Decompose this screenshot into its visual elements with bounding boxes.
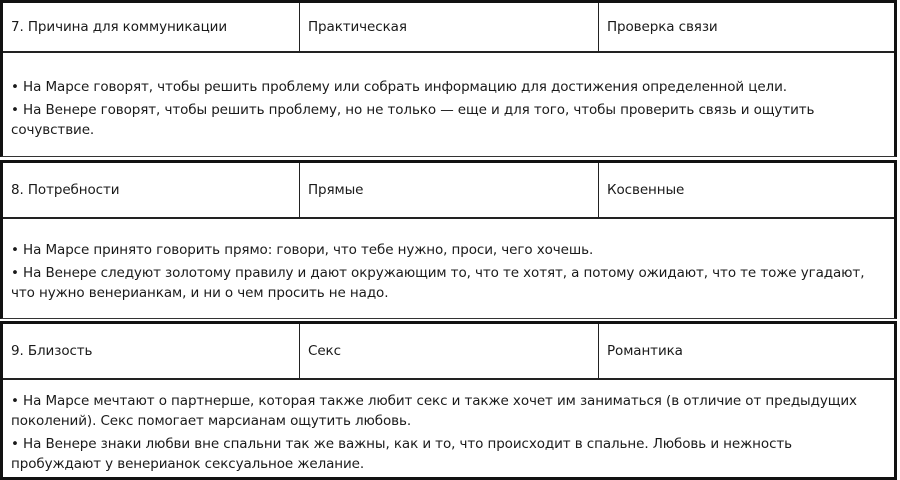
comparison-block-needs [0,160,897,319]
mars-bullet: • На Марсе мечтают о партнерше, которая также любит секс и также хочет им заниматься (в отличие от предыдущих поколений). Секс помогает марсианам ощутить любовь. [11,393,857,429]
header-row [3,163,894,219]
description-cell [3,53,894,140]
description-cell [3,219,894,303]
header-row [3,324,894,380]
header-row [3,3,894,53]
mars-bullet: • На Марсе говорят, чтобы решить проблему или собрать информацию для достижения определенной цели. [11,79,787,95]
category-cell: 9. Близость [3,324,300,378]
description-cell [3,380,894,474]
mars-bullet: • На Марсе принято говорить прямо: говори, что тебе нужно, проси, чего хочешь. [11,242,594,258]
venus-value-cell: Романтика [607,343,683,359]
mars-value-cell: Практическая [300,3,599,51]
mars-value-cell: Прямые [300,163,599,217]
venus-bullet: • На Венере говорят, чтобы решить проблему, но не только — еще и для того, чтобы проверить связь и ощутить сочувствие. [11,102,815,138]
venus-bullet: • На Венере следуют золотому правилу и дают окружающим то, что те хотят, а потому ожидают, что те тоже угадают, что нужно венерианкам, и ни о чем просить не надо. [11,265,865,301]
venus-value-cell: Проверка связи [607,19,718,35]
comparison-block-communication-reason [0,0,897,157]
mars-value-cell: Секс [300,324,599,378]
venus-bullet: • На Венере знаки любви вне спальни так же важны, как и то, что происходит в спальне. Любовь и нежность пробуждают у венерианок сексуальное желание. [11,436,793,472]
comparison-block-intimacy [0,321,897,480]
venus-value-cell: Косвенные [607,182,685,198]
category-cell: 8. Потребности [3,163,300,217]
category-cell: 7. Причина для коммуникации [3,3,300,51]
